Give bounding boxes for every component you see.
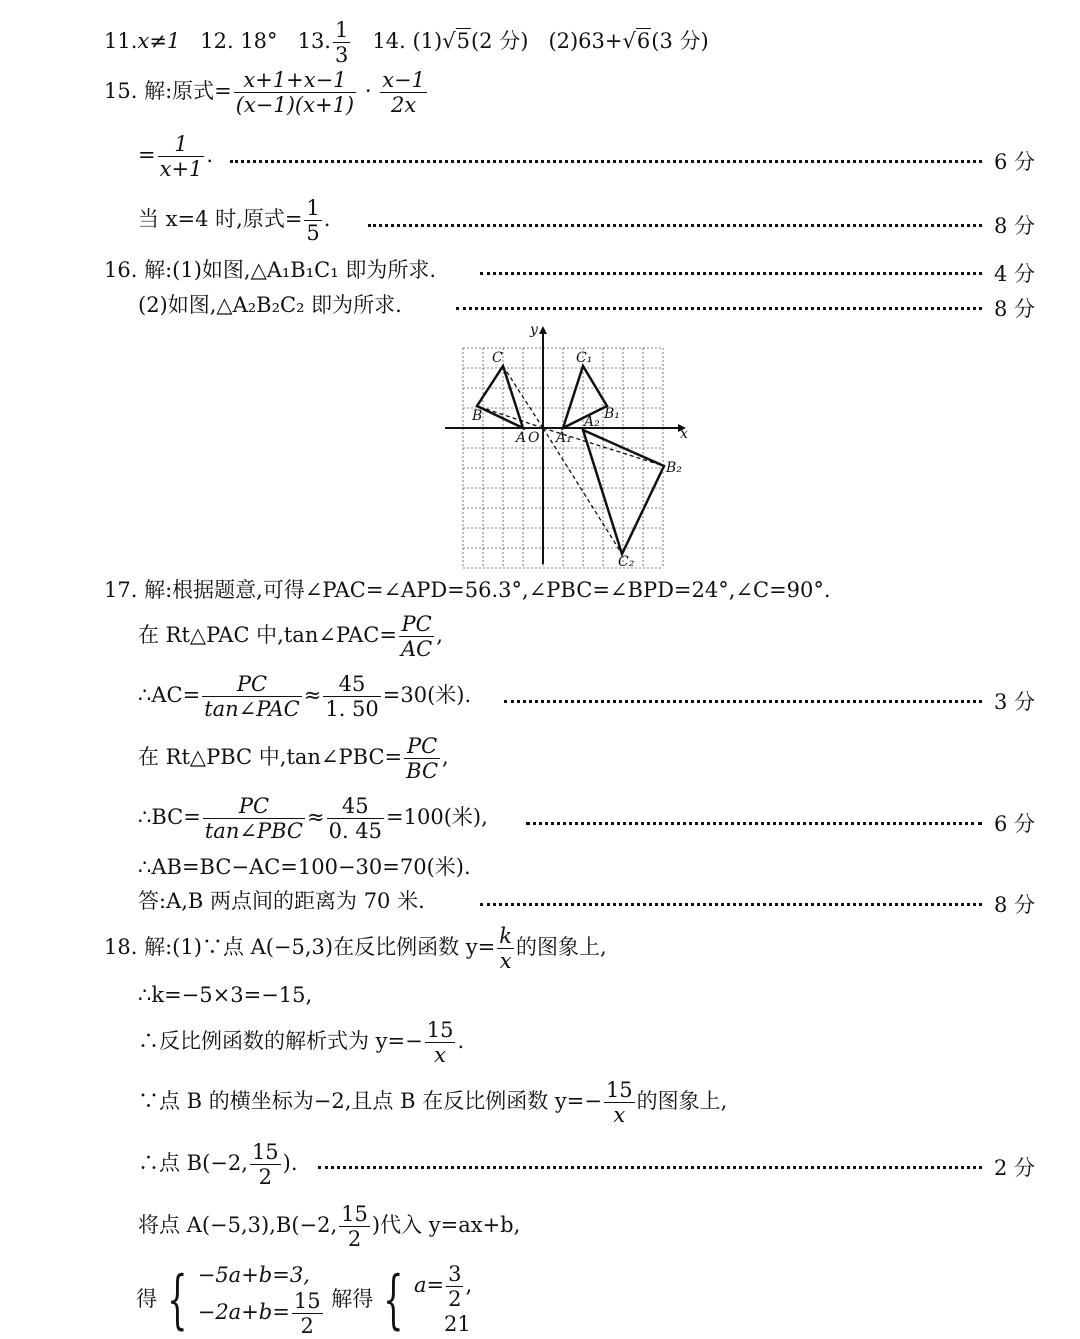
dot-leader [318,1166,982,1169]
q18-fraction-k-x: $\frac{k}{x}$ [499,924,512,974]
q12-answer: 12. 18° [200,29,278,54]
q15-label: 15. 解:原式= [104,79,232,104]
score: 4 分 [994,262,1036,286]
label-c2: C₂ [618,554,635,570]
equation-system-1: −5a+b=3, −2a+b= $\frac{15}{2}$ [197,1263,321,1339]
q18-fraction-15-x-2: $\frac{15}{x}$ [605,1078,633,1128]
q14-b-root: 6 [636,29,651,54]
score: 8 分 [994,893,1036,917]
answers-11-14: 11.x≠1 12. 18° 13. $\frac{1}{3}$ 14. (1)√5(2 分) (2)63+√6(3 分) [104,18,709,68]
triangle-a2b2c2 [583,430,664,554]
q18-fraction-15-2-b: $\frac{15}{2}$ [341,1202,368,1252]
dot-leader [480,903,982,906]
q11-number: 11. [104,29,138,54]
q17-line3: ∴AC= $\frac{PC}{\text{tan∠PAC}}$ ≈ $\frac{45}{1. 50}$ =30(米). [138,672,472,722]
score: 6 分 [994,150,1036,174]
q17-line2: 在 Rt△PAC 中,tan∠PAC= $\frac{PC}{AC}$ , [138,612,443,662]
dot-leader [504,700,982,703]
dot-leader [230,160,982,163]
q15-fraction-3: $\frac{1}{x+1}$ [159,132,203,182]
q17-fraction-ac: $\frac{PC}{\text{tan∠PAC}}$ [204,672,300,722]
q14-a-score: (2 分) [470,29,529,54]
q15-line1 [104,68,429,117]
label-a: A [516,430,527,446]
q14-b-score: (3 分) [651,29,709,54]
label-b1: B₁ [604,406,620,422]
q18-a-fraction: $\frac{3}{2}$ [448,1262,462,1312]
label-c1: C₁ [576,350,593,366]
q17-line1: 17. 解:根据题意,可得∠PAC=∠APD=56.3°,∠PBC=∠BPD=24°,∠C=90°. [104,578,831,602]
q16-line2: (2)如图,△A₂B₂C₂ 即为所求. [138,293,402,317]
q17-line5: ∴BC= $\frac{PC}{\text{tan∠PBC}}$ ≈ $\frac{45}{0. 45}$ =100(米), [138,794,488,844]
q17-line4: 在 Rt△PBC 中,tan∠PBC= $\frac{PC}{BC}$ , [138,734,449,784]
q13-fraction: $\frac{1}{3}$ [334,18,349,68]
q15-fraction-1: $\frac{x+1+x-1}{(x-1)(x+1)}$ [235,68,355,118]
label-b2: B₂ [666,460,682,476]
q18-sys-fraction: $\frac{15}{2}$ [293,1289,321,1339]
q16-line1: 16. 解:(1)如图,△A₁B₁C₁ 即为所求. [104,258,436,282]
dot-leader [456,307,982,310]
q15-fraction-4: $\frac{1}{5}$ [306,196,320,246]
equation-system-2: a= $\frac{3}{2}$ , 21 [413,1262,473,1337]
label-origin: O [528,430,540,446]
q17-fraction-pc-ac: $\frac{PC}{AC}$ [400,612,433,662]
score: 2 分 [994,1156,1036,1180]
score: 6 分 [994,812,1036,836]
score: 8 分 [994,214,1036,238]
dot-leader [526,822,982,825]
q14-number: 14. (1) [372,29,443,54]
q18-line2: ∴k=−5×3=−15, [138,983,313,1007]
dot-leader [368,224,982,227]
q17-line7: 答:A,B 两点间的距离为 70 米. [138,889,425,913]
q11-answer: x≠1 [137,29,181,54]
q15-line2: = $\frac{1}{x+1}$ . [138,132,214,182]
score: 3 分 [994,690,1036,714]
q18-line6: 将点 A(−5,3),B(−2, $\frac{15}{2}$ )代入 y=ax+b, [138,1202,521,1252]
q14-b: (2)63+ [548,29,623,54]
q17-fraction-bc-value: $\frac{45}{0. 45}$ [328,794,383,844]
brace-1: { [167,1263,188,1338]
label-x: x [680,426,688,442]
q18-line1: 18. 解:(1)∵点 A(−5,3)在反比例函数 y= $\frac{k}{x}$ 的图象上, [104,924,607,974]
label-a2: A₂ [584,414,600,430]
q18-fraction-15-x: $\frac{15}{x}$ [426,1018,454,1068]
q17-fraction-ac-value: $\frac{45}{1. 50}$ [325,672,379,722]
label-b: B [472,408,483,424]
q15-fraction-2: $\frac{x-1}{2x}$ [382,68,425,118]
q17-fraction-bc: $\frac{PC}{\text{tan∠PBC}}$ [204,794,303,844]
q15-dot: · [364,79,372,104]
q18-line4: ∵点 B 的横坐标为−2,且点 B 在反比例函数 y=− $\frac{15}{x}$ 的图象上, [138,1078,728,1128]
y-axis-arrow [539,326,547,334]
q15-line3: 当 x=4 时,原式= $\frac{1}{5}$ . [138,196,331,246]
label-a1: A₁ [556,430,572,446]
brace-2: { [383,1263,404,1338]
label-y: y [530,322,538,338]
label-c: C [492,350,503,366]
q18-line5: ∴点 B(−2, $\frac{15}{2}$ ). [138,1140,298,1190]
q13-number: 13. [297,29,331,54]
score: 8 分 [994,297,1036,321]
q17-line6: ∴AB=BC−AC=100−30=70(米). [138,855,471,879]
q14-a-root: 5 [456,29,470,54]
q18-line7: 得 { −5a+b=3, −2a+b= $\frac{15}{2}$ 解得 { a= $\frac{3}{2}$ , 21 [136,1262,473,1339]
dot-leader [480,272,982,275]
q18-fraction-15-2: $\frac{15}{2}$ [251,1140,279,1190]
coordinate-figure [440,320,700,570]
q17-fraction-pc-bc: $\frac{PC}{BC}$ [406,734,439,784]
q18-line3: ∴反比例函数的解析式为 y=− $\frac{15}{x}$ . [138,1018,465,1068]
